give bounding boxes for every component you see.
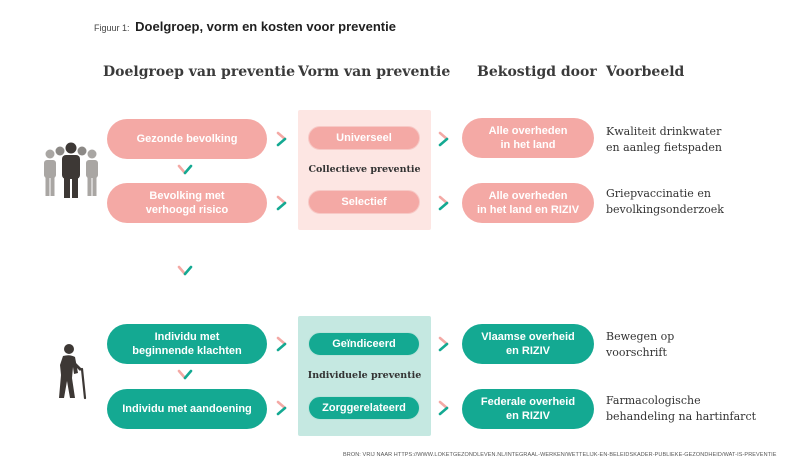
vorm-universeel: Universeel bbox=[308, 126, 420, 150]
chevron-right-icon bbox=[276, 400, 288, 416]
source-note: BRON: VRIJ NAAR HTTPS://WWW.LOKETGEZONDLEVEN.NL/INTEGRAAL-WERKEN/WETTELIJK-EN-BELEIDSKADER-PUBLIEKE-GEZONDHEID/WAT-IS-PREVENTIE bbox=[343, 452, 777, 458]
figure-prefix: Figuur 1: bbox=[94, 23, 130, 33]
voorbeeld-bewegen: Bewegen op voorschrift bbox=[606, 330, 675, 359]
voorbeeld-drinkwater: Kwaliteit drinkwater en aanleg fietspaden bbox=[606, 125, 723, 154]
chevron-right-icon bbox=[438, 336, 450, 352]
doelgroep-beginnende-klachten: Individu met beginnende klachten bbox=[107, 324, 267, 364]
chevron-right-icon bbox=[438, 131, 450, 147]
chevron-down-icon bbox=[177, 369, 193, 381]
vorm-zorggerelateerd: Zorggerelateerd bbox=[308, 396, 420, 420]
bekostigd-alle-overheden: Alle overheden in het land bbox=[462, 118, 594, 158]
figure-title-text: Doelgroep, vorm en kosten voor preventie bbox=[135, 19, 396, 34]
group-people-icon bbox=[42, 142, 100, 200]
voorbeeld-farmacologische: Farmacologische behandeling na hartinfarct bbox=[606, 394, 757, 423]
column-header-doelgroep: Doelgroep van preventie bbox=[103, 64, 296, 80]
chevron-down-icon bbox=[177, 164, 193, 176]
chevron-right-icon bbox=[438, 400, 450, 416]
chevron-right-icon bbox=[276, 336, 288, 352]
column-header-voorbeeld: Voorbeeld bbox=[606, 64, 685, 80]
figure-title bbox=[94, 19, 396, 34]
individual-panel-label: Individuele preventie bbox=[307, 370, 422, 381]
bekostigd-vlaamse-overheid: Vlaamse overheid en RIZIV bbox=[462, 324, 594, 364]
column-header-vorm: Vorm van preventie bbox=[298, 64, 451, 80]
vorm-geindiceerd: Geïndiceerd bbox=[308, 332, 420, 356]
chevron-right-icon bbox=[276, 131, 288, 147]
doelgroep-verhoogd-risico: Bevolking met verhoogd risico bbox=[107, 183, 267, 223]
vorm-selectief: Selectief bbox=[308, 190, 420, 214]
doelgroep-aandoening: Individu met aandoening bbox=[107, 389, 267, 429]
chevron-right-icon bbox=[438, 195, 450, 211]
doelgroep-gezonde-bevolking: Gezonde bevolking bbox=[107, 119, 267, 159]
voorbeeld-griepvaccinatie: Griepvaccinatie en bevolkingsonderzoek bbox=[606, 187, 724, 216]
collective-panel-label: Collectieve preventie bbox=[308, 164, 421, 175]
chevron-right-icon bbox=[276, 195, 288, 211]
bekostigd-federale-overheid: Federale overheid en RIZIV bbox=[462, 389, 594, 429]
elderly-person-cane-icon bbox=[52, 343, 92, 399]
chevron-down-icon bbox=[177, 265, 193, 277]
bekostigd-alle-overheden-riziv: Alle overheden in het land en RIZIV bbox=[462, 183, 594, 223]
column-header-bekostigd: Bekostigd door bbox=[477, 64, 597, 80]
